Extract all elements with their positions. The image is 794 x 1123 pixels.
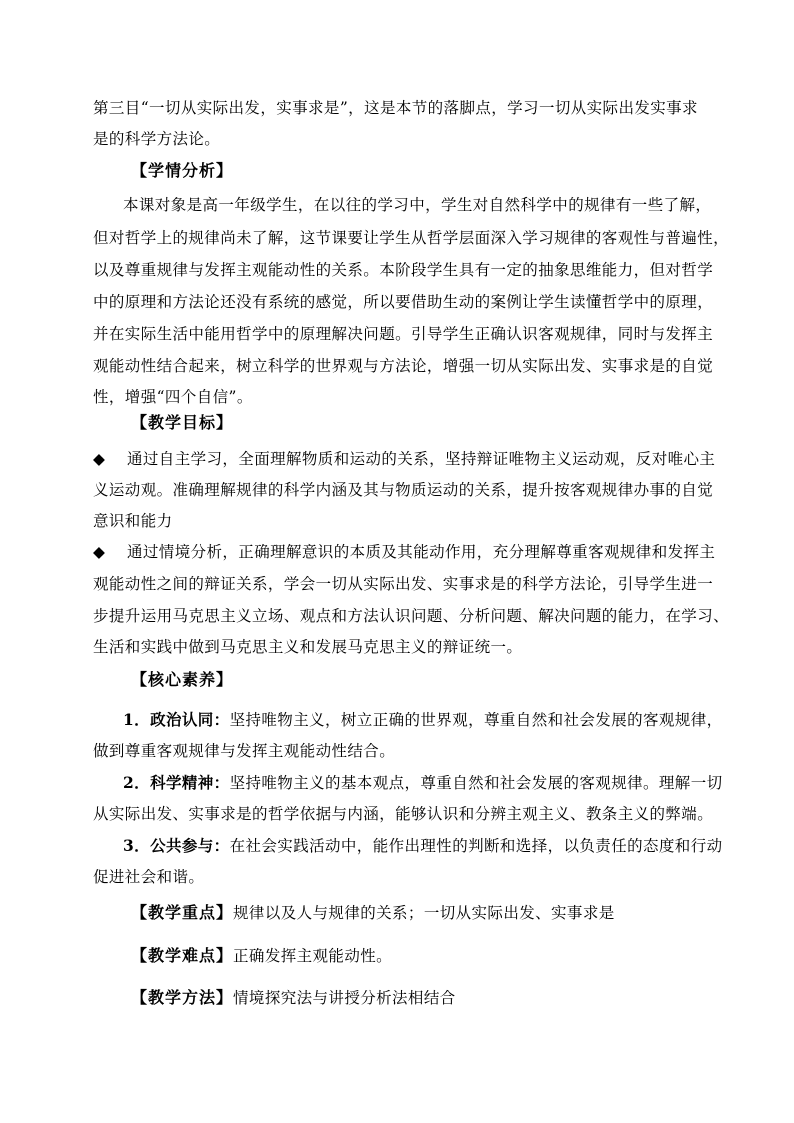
key-points-line: 【教学重点】规律以及人与规律的关系；一切从实际出发、实事求是 (131, 903, 615, 922)
goal-1-line-2: 义运动观。准确理解规律的科学内涵及其与物质运动的关系，提升按客观规律办事的自觉 (93, 481, 714, 499)
literacy-item-2-line-2: 从实际出发、实事求是的哲学依据与内涵，能够认识和分辨主观主义、教条主义的弊端。 (93, 805, 714, 823)
intro-line-1: 第三目“一切从实际出发，实事求是”，这是本节的落脚点，学习一切从实际出发实事求 (93, 99, 698, 117)
goal-2-line-3: 步提升运用马克思主义立场、观点和方法认识问题、分析问题、解决问题的能力，在学习、 (93, 607, 730, 625)
literacy-item-3-line-2: 促进社会和谐。 (93, 868, 205, 886)
section-heading-method: 【教学方法】 (131, 988, 234, 1007)
analysis-line-4: 中的原理和方法论还没有系统的感觉，所以要借助生动的案例让学生读懂哲学中的原理， (93, 293, 714, 311)
analysis-line-3: 以及尊重规律与发挥主观能动性的关系。本阶段学生具有一定的抽象思维能力，但对哲学 (93, 261, 714, 279)
analysis-line-2: 但对哲学上的规律尚未了解，这节课要让学生从哲学层面深入学习规律的客观性与普遍性， (93, 229, 730, 247)
literacy-label-2: 2．科学精神： (123, 773, 230, 792)
analysis-line-5: 并在实际生活中能用哲学中的原理解决问题。引导学生正确认识客观规律，同时与发挥主 (93, 325, 714, 343)
diamond-bullet-icon: ◆ (93, 543, 106, 561)
literacy-label-1: 1．政治认同： (123, 710, 230, 729)
section-heading-literacy: 【核心素养】 (131, 670, 234, 689)
section-heading-key: 【教学重点】 (131, 903, 234, 922)
difficulty-line: 【教学难点】正确发挥主观能动性。 (131, 946, 393, 965)
method-line: 【教学方法】情境探究法与讲授分析法相结合 (131, 988, 456, 1007)
goal-2-line-2: 观能动性之间的辩证关系，学会一切从实际出发、实事求是的科学方法论，引导学生进一 (93, 575, 714, 593)
literacy-item-2-line-1: 2．科学精神：坚持唯物主义的基本观点，尊重自然和社会发展的客观规律。理解一切 (123, 773, 723, 792)
goal-2-line-1 (93, 542, 715, 562)
literacy-label-3: 3．公共参与： (123, 836, 230, 855)
goal-1-text: 通过自主学习，全面理解物质和运动的关系，坚持辩证唯物主义运动观，反对唯心主 (127, 450, 716, 468)
analysis-line-7: 性，增强“四个自信”。 (93, 388, 253, 406)
section-heading-goals: 【教学目标】 (131, 413, 234, 432)
goal-2-text: 通过情境分析，正确理解意识的本质及其能动作用，充分理解尊重客观规律和发挥主 (127, 543, 716, 561)
literacy-item-1-line-1: 1．政治认同：坚持唯物主义，树立正确的世界观，尊重自然和社会发展的客观规律， (123, 710, 723, 729)
goal-2-line-4: 生活和实践中做到马克思主义和发展马克思主义的辩证统一。 (93, 638, 523, 656)
section-heading-difficulty: 【教学难点】 (131, 946, 234, 965)
analysis-line-6: 观能动性结合起来，树立科学的世界观与方法论，增强一切从实际出发、实事求是的自觉 (93, 357, 714, 375)
section-heading-analysis: 【学情分析】 (131, 161, 234, 180)
analysis-line-1: 本课对象是高一年级学生，在以往的学习中，学生对自然科学中的规律有一些了解， (123, 196, 712, 214)
literacy-item-1-line-2: 做到尊重客观规律与发挥主观能动性结合。 (93, 742, 396, 760)
literacy-item-3-line-1: 3．公共参与：在社会实践活动中，能作出理性的判断和选择，以负责任的态度和行动 (123, 836, 723, 855)
goal-1-line-1 (93, 449, 715, 469)
intro-line-2: 是的科学方法论。 (93, 130, 221, 148)
goal-1-line-3: 意识和能力 (93, 512, 173, 530)
diamond-bullet-icon: ◆ (93, 450, 106, 468)
